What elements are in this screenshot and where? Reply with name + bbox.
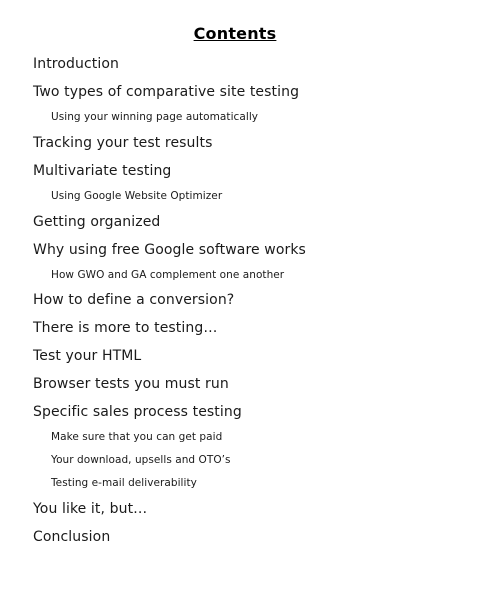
toc-subentry-using-google-website-optimizer[interactable]: Using Google Website Optimizer: [51, 190, 223, 202]
toc-subentry-make-sure-that-you-can-get-paid[interactable]: Make sure that you can get paid: [51, 431, 223, 443]
toc-entry-tracking-your-test-results[interactable]: Tracking your test results: [33, 135, 213, 151]
contents-title: Contents: [193, 24, 277, 43]
toc-subentry-your-download-upsells-and-otos[interactable]: Your download, upsells and OTO’s: [51, 454, 231, 466]
toc-entry-getting-organized[interactable]: Getting organized: [33, 214, 161, 230]
toc-entry-test-your-html[interactable]: Test your HTML: [33, 348, 142, 364]
toc-entry-browser-tests-you-must-run[interactable]: Browser tests you must run: [33, 376, 229, 392]
toc-entry-there-is-more-to-testing[interactable]: There is more to testing…: [33, 320, 218, 336]
toc-entry-conclusion[interactable]: Conclusion: [33, 529, 111, 545]
toc-entry-two-types-of-comparative-site-testing[interactable]: Two types of comparative site testing: [33, 84, 300, 100]
toc-subentry-how-gwo-and-ga-complement-one-another[interactable]: How GWO and GA complement one another: [51, 269, 285, 281]
toc-entry-you-like-it-but[interactable]: You like it, but…: [33, 501, 148, 517]
toc-subentry-using-your-winning-page-automatically[interactable]: Using your winning page automatically: [51, 111, 259, 123]
toc-entry-how-to-define-a-conversion[interactable]: How to define a conversion?: [33, 292, 235, 308]
toc-subentry-testing-e-mail-deliverability[interactable]: Testing e-mail deliverability: [51, 477, 197, 489]
toc-entry-specific-sales-process-testing[interactable]: Specific sales process testing: [33, 404, 242, 420]
toc-entry-why-using-free-google-software-works[interactable]: Why using free Google software works: [33, 242, 306, 258]
toc-entry-multivariate-testing[interactable]: Multivariate testing: [33, 163, 172, 179]
toc-entry-introduction[interactable]: Introduction: [33, 56, 119, 72]
